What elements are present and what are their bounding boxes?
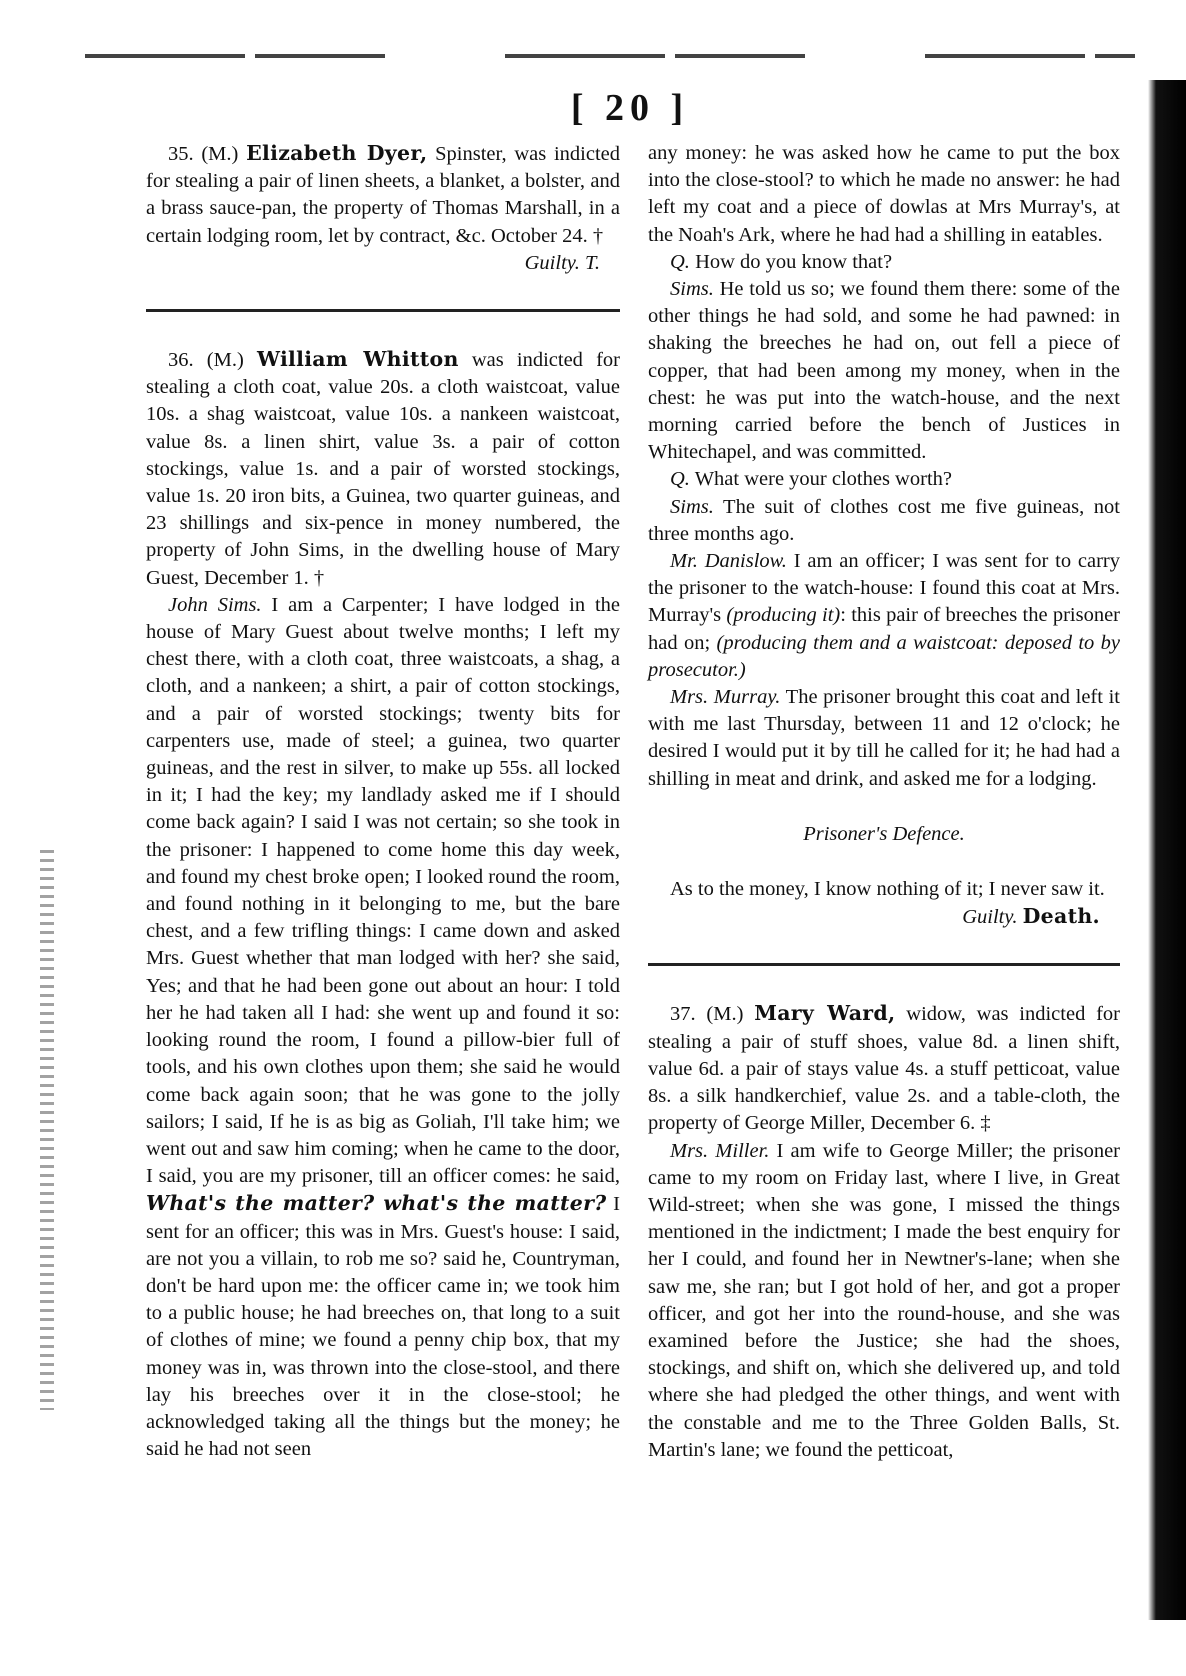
q-label: Q. bbox=[670, 468, 690, 491]
defence-text: As to the money, I know nothing of it; I never saw it. bbox=[670, 878, 1105, 901]
defendant-name: William Whitton bbox=[256, 347, 459, 372]
top-rule bbox=[85, 54, 1135, 58]
defence-heading: Prisoner's Defence. bbox=[803, 822, 965, 845]
case-text: was indicted for stealing a cloth coat, value 20s. a cloth waistcoat, value 10s. a shag waistcoat, value 10s. a nankeen waistcoat, value 8s. a linen shirt, value 3s. a pair of cotton stockings, value 1s. and a pair of worsted stockings, value 1s. 20 iron bits, a Guinea, two quarter guineas, and 23 shillings and six-pence in money numbered, the property of John Sims, in the dwelling house of Mary Guest, December 1. † bbox=[146, 349, 621, 589]
question-2 bbox=[648, 466, 1120, 493]
testimony-text-end: I sent for an officer; this was in Mrs. Guest's house: I said, are not you a villain, to rob me so? said he, Countryman, don't be hard upon me: the officer came in; we took him to a public house; he had breeches on, that long to a suit of clothes of mine; we found a penny chip box, that my money was in, was thrown into the close-stool, and there lay his breeches over it in the close-stool; he acknowledged taking all the things but the money; he said he had not seen bbox=[146, 1193, 620, 1461]
defendant-name: Mary Ward, bbox=[754, 1001, 896, 1026]
section-rule bbox=[146, 309, 620, 312]
continued-text: any money: he was asked how he came to put the box into the close-stool? to which he made no answer: he had left my coat and a piece of dowlas at Mrs Murray's, at the Noah's Ark, where he had had a shilling in eatables. bbox=[648, 142, 1120, 246]
answer-1 bbox=[648, 276, 1120, 466]
gutter-marks bbox=[40, 850, 54, 1410]
case-text: Spinster, was indicted for stealing a pair of linen sheets, a blanket, a bolster, and a brass sauce-pan, the property of Thomas Marshall, in a certain lodging room, let by contract, &c. October 24. † bbox=[146, 143, 620, 247]
a-text: He told us so; we found them there: some of the other things he had sold, and some he had pawned: in shaking the breeches he had on, out fell a piece of copper, that had been among my money, when in the chest: he was put into the watch-house, and the next morning carried before the bench of Justices in Whitechapel, and was committed. bbox=[648, 278, 1120, 464]
quote: What's the matter? what's the matter? bbox=[146, 1191, 607, 1216]
case-prefix: 36. (M.) bbox=[168, 349, 244, 372]
verdict-35: Guilty. T. bbox=[524, 251, 600, 274]
officer-text-c: : this pair of breeches the prisoner had on; bbox=[648, 604, 1121, 654]
section-rule bbox=[648, 963, 1120, 966]
a-text: The suit of clothes cost me five guineas, not three months ago. bbox=[648, 495, 1120, 545]
officer-text-a: I am an officer; I was sent for to carry the prisoner to the watch-house: I found this coat at Mrs. Murray's bbox=[648, 550, 1120, 627]
speaker-label: Mr. Danislow. bbox=[670, 550, 787, 573]
q-text: How do you know that? bbox=[689, 250, 893, 273]
officer-testimony bbox=[648, 548, 1120, 684]
case-text: widow, was indicted for stealing a pair of stuff shoes, value 8d. a linen shift, value 6d. a pair of stays value 4s. a stuff petticoat, value 8s. a silk handkerchief, value 2s. and a table-cloth, the property of George Miller, December 6. ‡ bbox=[648, 1003, 1121, 1135]
q-text: What were your clothes worth? bbox=[689, 468, 952, 491]
officer-text-b: (producing it) bbox=[726, 604, 841, 627]
case-36 bbox=[146, 346, 620, 592]
murray-text: The prisoner brought this coat and left it with me last Thursday, between 11 and 12 o'clock; he desired I would put it by till he called for it; he had had a shilling in meat and drink, and asked me for a lodging. bbox=[648, 686, 1120, 790]
binding-shadow bbox=[1148, 80, 1186, 1620]
question-1 bbox=[648, 249, 1120, 276]
a-label: Sims. bbox=[670, 495, 714, 518]
verdict-prefix: Guilty. bbox=[962, 906, 1018, 929]
speaker-label: John Sims. bbox=[168, 593, 262, 616]
testimony-text: I am a Carpenter; I have lodged in the house of Mary Guest about twelve months; I left my chest there, with a cloth coat, three waistcoats, a shag, a cloth, and a nankeen; a shirt, a pair of cotton stockings, and a pair of worsted stockings; twenty bits for carpenters use, made of steel; a guinea, two quarter guineas, and the rest in silver, to make up 55s. all locked in it; I had the key; my landlady asked me if I should come back again? I said I was not certain; so she took in the prisoner: I happened to come home this day week, and found my chest broke open; I looked round the room, and found nothing in it belonging to me, but the bare chest, and a few trifling things: I came down and asked Mrs. Guest whether that man lodged with her? she said, Yes; and that he had been gone out about an hour: I told her he had taken all I had: she went up and found it so: looking round the room, I found a pillow-bier full of tools, and his own clothes upon them; she said he would come back again soon; that he was gone to the jolly sailors; I said, If he is as big as Goliah, I'll take him; we went out and saw him coming; when he came to the door, I said, you are my prisoner, till an officer comes: he said, bbox=[146, 593, 621, 1188]
testimony-sims bbox=[146, 592, 620, 1464]
murray-testimony bbox=[648, 684, 1120, 793]
case-prefix: 37. (M.) bbox=[670, 1003, 744, 1026]
answer-2 bbox=[648, 494, 1120, 548]
speaker-label: Mrs. Murray. bbox=[670, 686, 781, 709]
case-37 bbox=[648, 1000, 1120, 1137]
verdict-sentence: Death. bbox=[1022, 904, 1100, 929]
defendant-name: Elizabeth Dyer, bbox=[246, 141, 428, 165]
verdict-36 bbox=[648, 903, 1120, 931]
testimony-text: I am wife to George Miller; the prisoner came to my room on Friday last, where I live, in Great Wild-street; when she was gone, I missed the things mentioned in the indictment; I made the best enquiry for her I could, and found her in Newtner's-lane; when she saw me, she ran; but I got hold of her, and got a proper officer, and got her into the round-house, and she was examined before the Justice; she had the shoes, stockings, and shift on, which she delivered up, and told where she had pledged the other things, and went with the constable and me to the Three Golden Balls, St. Martin's lane; we found the petticoat, bbox=[648, 1139, 1120, 1461]
speaker-label: Mrs. Miller. bbox=[670, 1139, 770, 1162]
case-35 bbox=[146, 140, 620, 250]
q-label: Q. bbox=[670, 250, 690, 273]
case-prefix: 35. (M.) bbox=[168, 143, 239, 165]
testimony-miller bbox=[648, 1138, 1120, 1464]
officer-text-d: (producing them and a waistcoat: deposed to by prosecutor.) bbox=[648, 631, 1121, 681]
right-column bbox=[648, 140, 1120, 1464]
a-label: Sims. bbox=[670, 278, 714, 301]
left-column bbox=[146, 140, 620, 1463]
page-number: [ 20 ] bbox=[570, 87, 690, 129]
